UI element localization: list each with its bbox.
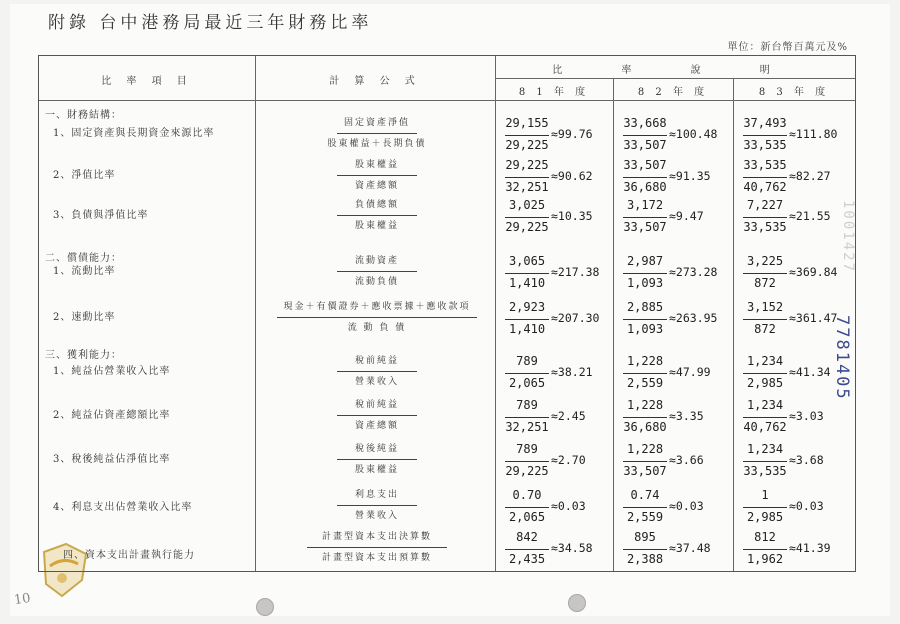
- value-fraction-bar: [623, 549, 667, 550]
- ratio-value-cell: [495, 488, 613, 528]
- value-numerator: 1,228: [626, 354, 664, 368]
- formula-numerator: 負債總額: [354, 200, 399, 210]
- value-fraction-bar: [623, 319, 667, 320]
- ratio-value-cell: [613, 488, 731, 528]
- value-fraction-bar: [505, 177, 549, 178]
- value-ratio: ≈47.99: [669, 365, 711, 379]
- header-mid-line: [495, 78, 855, 79]
- ratio-value-cell: [613, 530, 731, 570]
- formula-denominator: 流 動 負 債: [347, 323, 407, 333]
- value-numerator: 29,225: [505, 158, 549, 172]
- formula-denominator: 營業收入: [354, 511, 399, 521]
- ratio-value-cell: [495, 116, 613, 156]
- value-fraction-bar: [743, 319, 787, 320]
- formula-numerator: 稅前純益: [354, 400, 399, 410]
- value-ratio: ≈3.66: [669, 453, 704, 467]
- value-ratio: ≈9.47: [669, 209, 704, 223]
- value-fraction-bar: [743, 417, 787, 418]
- value-ratio: ≈41.39: [789, 541, 831, 555]
- formula-numerator: 流動資產: [354, 256, 399, 266]
- ratio-value-cell: [733, 398, 851, 438]
- header-year-83: 8 3 年 度: [758, 87, 830, 98]
- value-numerator: 3,025: [508, 198, 546, 212]
- value-ratio: ≈361.47: [789, 311, 838, 325]
- ratio-item-label: 1、流動比率: [53, 266, 116, 277]
- formula-denominator: 股東權益: [354, 221, 399, 231]
- formula-bar: [337, 415, 417, 416]
- value-denominator: 1,093: [626, 322, 664, 336]
- header-year-82: 8 2 年 度: [637, 87, 709, 98]
- value-ratio: ≈3.03: [789, 409, 824, 423]
- ratio-value-cell: [495, 354, 613, 394]
- value-fraction-bar: [623, 461, 667, 462]
- value-fraction-bar: [505, 217, 549, 218]
- value-fraction-bar: [623, 373, 667, 374]
- binder-hole-right: [568, 594, 586, 612]
- ratio-item-label: 1、純益佔營業收入比率: [53, 366, 171, 377]
- value-denominator: 29,225: [505, 464, 549, 478]
- ratio-value-cell: [733, 300, 851, 340]
- formula-bar: [337, 271, 417, 272]
- ratio-item-label: 2、速動比率: [53, 312, 116, 323]
- value-denominator: 2,435: [508, 552, 546, 566]
- ratio-value-cell: [613, 198, 731, 238]
- value-ratio: ≈2.45: [551, 409, 586, 423]
- value-numerator: 789: [516, 442, 538, 456]
- value-fraction-bar: [505, 507, 549, 508]
- value-ratio: ≈91.35: [669, 169, 711, 183]
- value-denominator: 2,985: [746, 376, 784, 390]
- value-ratio: ≈2.70: [551, 453, 586, 467]
- bleed-through-number: 1001427: [840, 200, 856, 274]
- formula-numerator: 固定資產淨值: [343, 118, 410, 128]
- ratio-value-cell: [613, 442, 731, 482]
- value-ratio: ≈41.34: [789, 365, 831, 379]
- value-fraction-bar: [623, 273, 667, 274]
- header-year-81: 8 1 年 度: [518, 87, 590, 98]
- value-ratio: ≈0.03: [551, 499, 586, 513]
- value-denominator: 40,762: [743, 420, 787, 434]
- ratio-value-cell: [495, 398, 613, 438]
- value-fraction-bar: [743, 549, 787, 550]
- value-numerator: 812: [754, 530, 776, 544]
- value-numerator: 0.74: [630, 488, 660, 502]
- value-ratio: ≈99.76: [551, 127, 593, 141]
- header-formula: 計 算 公 式: [329, 76, 421, 87]
- value-denominator: 32,251: [505, 420, 549, 434]
- value-numerator: 33,507: [623, 158, 667, 172]
- value-numerator: 33,535: [743, 158, 787, 172]
- value-numerator: 37,493: [743, 116, 787, 130]
- value-denominator: 33,535: [743, 138, 787, 152]
- value-denominator: 40,762: [743, 180, 787, 194]
- value-numerator: 3,065: [508, 254, 546, 268]
- ratio-item-label: 3、負債與淨值比率: [53, 210, 149, 221]
- value-ratio: ≈369.84: [789, 265, 838, 279]
- value-fraction-bar: [623, 177, 667, 178]
- header-bottom-line: [39, 100, 855, 101]
- binder-hole-left: [256, 598, 274, 616]
- ratio-value-cell: [613, 116, 731, 156]
- value-denominator: 1,410: [508, 322, 546, 336]
- value-denominator: 29,225: [505, 220, 549, 234]
- value-ratio: ≈21.55: [789, 209, 831, 223]
- value-denominator: 872: [754, 276, 776, 290]
- value-ratio: ≈0.03: [669, 499, 704, 513]
- formula-denominator: 流動負債: [354, 277, 399, 287]
- value-numerator: 3,172: [626, 198, 664, 212]
- financial-ratio-table: [38, 55, 856, 572]
- ratio-value-cell: [613, 254, 731, 294]
- value-numerator: 1: [761, 488, 769, 502]
- value-fraction-bar: [505, 273, 549, 274]
- value-fraction-bar: [743, 373, 787, 374]
- value-denominator: 33,535: [743, 220, 787, 234]
- value-denominator: 33,535: [743, 464, 787, 478]
- formula-denominator: 股東權益: [354, 465, 399, 475]
- formula-denominator: 股東權益＋長期負債: [327, 139, 427, 149]
- value-numerator: 895: [634, 530, 656, 544]
- value-ratio: ≈82.27: [789, 169, 831, 183]
- formula-numerator: 股東權益: [354, 160, 399, 170]
- value-numerator: 789: [516, 354, 538, 368]
- value-ratio: ≈217.38: [551, 265, 600, 279]
- value-ratio: ≈3.35: [669, 409, 704, 423]
- value-numerator: 789: [516, 398, 538, 412]
- value-denominator: 36,680: [623, 420, 667, 434]
- value-fraction-bar: [505, 319, 549, 320]
- value-numerator: 3,225: [746, 254, 784, 268]
- value-ratio: ≈90.62: [551, 169, 593, 183]
- value-denominator: 33,507: [623, 464, 667, 478]
- value-numerator: 0.70: [512, 488, 542, 502]
- value-denominator: 32,251: [505, 180, 549, 194]
- value-numerator: 842: [516, 530, 538, 544]
- document-title: 附錄 台中港務局最近三年財務比率: [48, 13, 373, 33]
- value-denominator: 2,559: [626, 376, 664, 390]
- value-fraction-bar: [505, 461, 549, 462]
- formula-fraction: [257, 530, 497, 565]
- value-ratio: ≈0.03: [789, 499, 824, 513]
- value-ratio: ≈3.68: [789, 453, 824, 467]
- formula-denominator: 資產總額: [354, 421, 399, 431]
- ratio-value-cell: [733, 442, 851, 482]
- stamp-number: 7781405: [832, 315, 852, 401]
- value-fraction-bar: [743, 507, 787, 508]
- formula-bar: [337, 215, 417, 216]
- formula-bar: [337, 505, 417, 506]
- formula-fraction: [257, 442, 497, 477]
- formula-fraction: [257, 354, 497, 389]
- value-fraction-bar: [505, 373, 549, 374]
- formula-fraction: [257, 398, 497, 433]
- value-ratio: ≈263.95: [669, 311, 718, 325]
- ratio-item-label: 3、稅後純益佔淨值比率: [53, 454, 171, 465]
- value-numerator: 1,234: [746, 398, 784, 412]
- header-ratio-group: 比 率 說 明: [552, 65, 798, 76]
- formula-numerator: 利息支出: [354, 490, 399, 500]
- value-ratio: ≈111.80: [789, 127, 838, 141]
- formula-numerator: 稅後純益: [354, 444, 399, 454]
- value-numerator: 1,234: [746, 442, 784, 456]
- section-label: 三、獲利能力：: [45, 350, 122, 361]
- value-fraction-bar: [623, 507, 667, 508]
- value-denominator: 1,962: [746, 552, 784, 566]
- ratio-item-label: 2、純益佔資產總額比率: [53, 410, 171, 421]
- value-fraction-bar: [505, 549, 549, 550]
- ratio-value-cell: [613, 300, 731, 340]
- ratio-item-label: 4、利息支出佔營業收入比率: [53, 502, 193, 513]
- ratio-value-cell: [495, 300, 613, 340]
- ratio-value-cell: [613, 354, 731, 394]
- value-denominator: 2,985: [746, 510, 784, 524]
- formula-bar: [307, 547, 447, 548]
- value-denominator: 36,680: [623, 180, 667, 194]
- formula-fraction: [257, 198, 497, 233]
- formula-fraction: [257, 116, 497, 151]
- header-item: 比 率 項 目: [101, 76, 193, 87]
- col-divider-1: [255, 56, 256, 571]
- value-numerator: 3,152: [746, 300, 784, 314]
- ratio-value-cell: [733, 254, 851, 294]
- value-numerator: 33,668: [623, 116, 667, 130]
- value-fraction-bar: [505, 417, 549, 418]
- value-denominator: 33,507: [623, 138, 667, 152]
- value-denominator: 33,507: [623, 220, 667, 234]
- ratio-value-cell: [733, 488, 851, 528]
- value-ratio: ≈37.48: [669, 541, 711, 555]
- value-denominator: 2,388: [626, 552, 664, 566]
- value-fraction-bar: [743, 217, 787, 218]
- formula-fraction: [257, 158, 497, 193]
- formula-denominator: 營業收入: [354, 377, 399, 387]
- formula-bar: [277, 317, 477, 318]
- value-fraction-bar: [623, 217, 667, 218]
- ratio-value-cell: [495, 442, 613, 482]
- value-numerator: 1,234: [746, 354, 784, 368]
- formula-fraction: [257, 254, 497, 289]
- value-denominator: 1,410: [508, 276, 546, 290]
- value-ratio: ≈34.58: [551, 541, 593, 555]
- value-denominator: 1,093: [626, 276, 664, 290]
- value-fraction-bar: [623, 417, 667, 418]
- value-numerator: 1,228: [626, 442, 664, 456]
- value-denominator: 872: [754, 322, 776, 336]
- formula-numerator: 稅前純益: [354, 356, 399, 366]
- formula-denominator: 資產總額: [354, 181, 399, 191]
- ratio-value-cell: [495, 198, 613, 238]
- section-label: 一、財務結構：: [45, 110, 122, 121]
- ratio-value-cell: [495, 530, 613, 570]
- formula-bar: [337, 459, 417, 460]
- value-numerator: 1,228: [626, 398, 664, 412]
- value-denominator: 2,559: [626, 510, 664, 524]
- value-fraction-bar: [743, 273, 787, 274]
- formula-fraction: [257, 488, 497, 523]
- formula-fraction: [257, 300, 497, 335]
- ratio-value-cell: [613, 398, 731, 438]
- value-denominator: 29,225: [505, 138, 549, 152]
- ratio-value-cell: [495, 158, 613, 198]
- value-denominator: 2,065: [508, 376, 546, 390]
- value-numerator: 7,227: [746, 198, 784, 212]
- unit-note: 單位：新台幣百萬元及%: [727, 42, 848, 53]
- value-ratio: ≈38.21: [551, 365, 593, 379]
- ratio-value-cell: [733, 198, 851, 238]
- ratio-item-label: 1、固定資產與長期資金來源比率: [53, 128, 215, 139]
- value-numerator: 2,987: [626, 254, 664, 268]
- value-fraction-bar: [743, 177, 787, 178]
- value-ratio: ≈273.28: [669, 265, 718, 279]
- section-label: 四、資本支出計畫執行能力: [63, 550, 195, 561]
- formula-numerator: 計畫型資本支出決算數: [321, 532, 432, 542]
- value-ratio: ≈100.48: [669, 127, 718, 141]
- formula-bar: [337, 133, 417, 134]
- value-ratio: ≈207.30: [551, 311, 600, 325]
- value-ratio: ≈10.35: [551, 209, 593, 223]
- value-denominator: 2,065: [508, 510, 546, 524]
- ratio-value-cell: [733, 158, 851, 198]
- value-numerator: 29,155: [505, 116, 549, 130]
- value-fraction-bar: [743, 135, 787, 136]
- value-fraction-bar: [743, 461, 787, 462]
- ratio-item-label: 2、淨值比率: [53, 170, 116, 181]
- formula-denominator: 計畫型資本支出預算數: [321, 553, 432, 563]
- ratio-value-cell: [613, 158, 731, 198]
- ratio-value-cell: [733, 354, 851, 394]
- section-label: 二、償債能力：: [45, 253, 122, 264]
- ratio-value-cell: [495, 254, 613, 294]
- value-numerator: 2,923: [508, 300, 546, 314]
- margin-number: 10: [13, 590, 32, 609]
- ratio-value-cell: [733, 530, 851, 570]
- value-fraction-bar: [505, 135, 549, 136]
- formula-numerator: 現金＋有價證券＋應收票據＋應收款項: [283, 302, 471, 312]
- formula-bar: [337, 371, 417, 372]
- value-fraction-bar: [623, 135, 667, 136]
- ratio-value-cell: [733, 116, 851, 156]
- formula-bar: [337, 175, 417, 176]
- value-numerator: 2,885: [626, 300, 664, 314]
